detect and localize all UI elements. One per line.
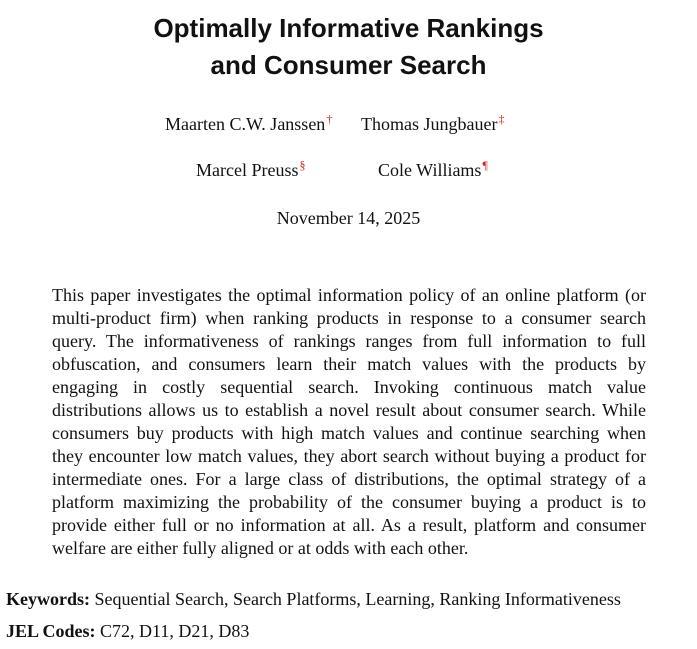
footnote-mark[interactable]: ¶ [482, 158, 488, 172]
publication-date: November 14, 2025 [276, 208, 421, 228]
author-name: Thomas Jungbauer [361, 114, 498, 134]
author-jungbauer [361, 113, 504, 135]
abstract: This paper investigates the optimal information policy of an online platform (or multi-product firm) when ranking products in response to a consumer search query. The informativeness of rankings ranges from full information to full obfuscation, and consumers learn their match values with the products by engaging in costly sequential search. Invoking continuous match value distributions allows us to establish a novel result about consumer search. While consumers buy products with high match values and continue searching when they encounter low match values, they abort search without buying a product for intermediate ones. For a large class of distributions, the optimal strategy of a platform maximizing the probability of the consumer buying a product is to provide either full or no information at all. As a result, platform and consumer welfare are either fully aligned or at odds with each other. [52, 285, 646, 558]
author-preuss [196, 159, 305, 181]
author-williams [378, 159, 488, 181]
author-janssen [165, 113, 332, 135]
keywords-label: Keywords: [6, 589, 90, 609]
author-name: Marcel Preuss [196, 160, 299, 180]
title-line-2: and Consumer Search [210, 50, 487, 80]
footnote-mark[interactable]: † [326, 112, 333, 126]
jel-label: JEL Codes: [6, 621, 96, 641]
paper-title [0, 10, 697, 84]
jel-codes-line [6, 620, 249, 642]
keywords-line [6, 588, 621, 610]
author-name: Maarten C.W. Janssen [165, 114, 326, 134]
footnote-mark[interactable]: ‡ [498, 112, 505, 126]
title-line-1: Optimally Informative Rankings [153, 13, 544, 43]
footnote-mark[interactable]: § [299, 158, 306, 172]
keywords-value: Sequential Search, Search Platforms, Learning, Ranking Informativeness [94, 589, 621, 609]
author-name: Cole Williams [378, 160, 482, 180]
jel-value: C72, D11, D21, D83 [100, 621, 250, 641]
